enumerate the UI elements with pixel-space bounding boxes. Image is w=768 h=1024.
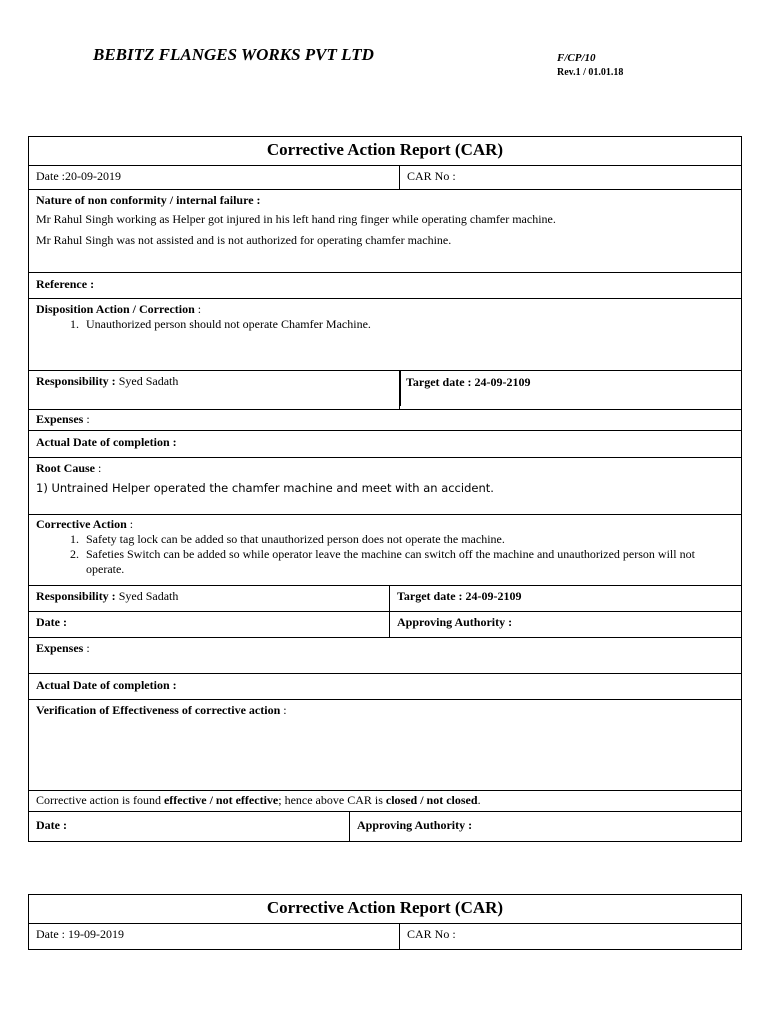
disposition-label: Disposition Action / Correction xyxy=(36,302,195,316)
date-3-label: Date : xyxy=(36,818,67,832)
document-code: F/CP/10 xyxy=(557,52,596,64)
disposition-section xyxy=(29,299,742,371)
corrective-action-colon: : xyxy=(126,517,134,531)
approving-authority-label: Approving Authority : xyxy=(397,615,513,629)
root-cause-text: 1) Untrained Helper operated the chamfer machine and meet with an accident. xyxy=(36,481,494,495)
car-2-number-field: CAR No : xyxy=(400,924,742,949)
root-cause-section xyxy=(29,458,742,515)
car-form-1 xyxy=(28,136,742,842)
car-title-row xyxy=(29,137,742,166)
date-approval-row xyxy=(29,612,742,638)
verification-label: Verification of Effectiveness of corrective action xyxy=(36,703,281,717)
reference-label: Reference : xyxy=(36,277,95,291)
actual-date-2-row xyxy=(29,674,742,700)
list-item: 2. Safeties Switch can be added so while operator leave the machine can switch off the machine and unauthorized person will not operate. xyxy=(82,547,734,577)
date-row xyxy=(29,166,742,190)
corrective-action-section xyxy=(29,515,742,586)
car-number-field: CAR No : xyxy=(400,166,742,189)
expenses-label: Expenses xyxy=(36,412,84,426)
document-revision: Rev.1 / 01.01.18 xyxy=(557,67,624,78)
actual-date-label: Actual Date of completion : xyxy=(36,435,177,449)
responsibility-row xyxy=(29,371,742,410)
reference-row xyxy=(29,273,742,299)
list-item: 1. Unauthorized person should not operate Chamfer Machine. xyxy=(82,317,734,332)
verification-colon: : xyxy=(280,703,287,717)
verification-section xyxy=(29,700,742,791)
target-date-2: Target date : 24-09-2109 xyxy=(397,589,522,603)
responsibility-value: Syed Sadath xyxy=(115,374,179,388)
actual-date-row xyxy=(29,431,742,458)
responsibility-2-value: Syed Sadath xyxy=(115,589,179,603)
date-field: Date :20-09-2019 xyxy=(29,166,400,189)
responsibility-2-row xyxy=(29,586,742,612)
expenses-2-colon: : xyxy=(83,641,90,655)
car-2-title: Corrective Action Report (CAR) xyxy=(29,895,742,923)
car-2-date-field: Date : 19-09-2019 xyxy=(29,924,400,949)
closing-text-3: . xyxy=(477,793,481,807)
car-title: Corrective Action Report (CAR) xyxy=(29,137,742,165)
closing-statement xyxy=(29,791,742,811)
root-cause-label: Root Cause xyxy=(36,461,95,475)
expenses-row xyxy=(29,410,742,431)
closing-effective-option: effective / not effective xyxy=(163,793,279,807)
company-name: BEBITZ FLANGES WORKS PVT LTD xyxy=(93,45,374,64)
root-cause-colon: : xyxy=(95,461,102,475)
car-form-2 xyxy=(28,894,742,950)
closing-closed-option: closed / not closed xyxy=(385,793,478,807)
expenses-2-label: Expenses xyxy=(36,641,84,655)
target-date: Target date : 24-09-2109 xyxy=(406,375,531,389)
date-2-label: Date : xyxy=(36,615,67,629)
corrective-action-label: Corrective Action xyxy=(36,517,127,531)
responsibility-label: Responsibility : xyxy=(36,374,116,388)
actual-date-2-label: Actual Date of completion : xyxy=(36,678,177,692)
closing-row xyxy=(29,791,742,812)
nature-line-1: Mr Rahul Singh working as Helper got injured in his left hand ring finger while operating chamfer machine. xyxy=(36,212,556,226)
list-item: 1. Safety tag lock can be added so that unauthorized person does not operate the machine. xyxy=(82,532,734,547)
car-2-title-row xyxy=(29,895,742,924)
nature-section xyxy=(29,190,742,273)
date-approval-2-row xyxy=(29,812,742,842)
disposition-colon: : xyxy=(194,302,202,316)
expenses-colon: : xyxy=(83,412,90,426)
disposition-list xyxy=(36,317,734,332)
car-2-date-row xyxy=(29,924,742,950)
closing-text-1: Corrective action is found xyxy=(36,793,164,807)
corrective-action-list xyxy=(36,532,734,577)
approving-authority-2-label: Approving Authority : xyxy=(357,818,473,832)
responsibility-2-label: Responsibility : xyxy=(36,589,116,603)
closing-text-2: ; hence above CAR is xyxy=(278,793,386,807)
nature-label: Nature of non conformity / internal failure : xyxy=(36,193,261,207)
expenses-2-row xyxy=(29,638,742,674)
nature-line-2: Mr Rahul Singh was not assisted and is not authorized for operating chamfer machine. xyxy=(36,233,452,247)
